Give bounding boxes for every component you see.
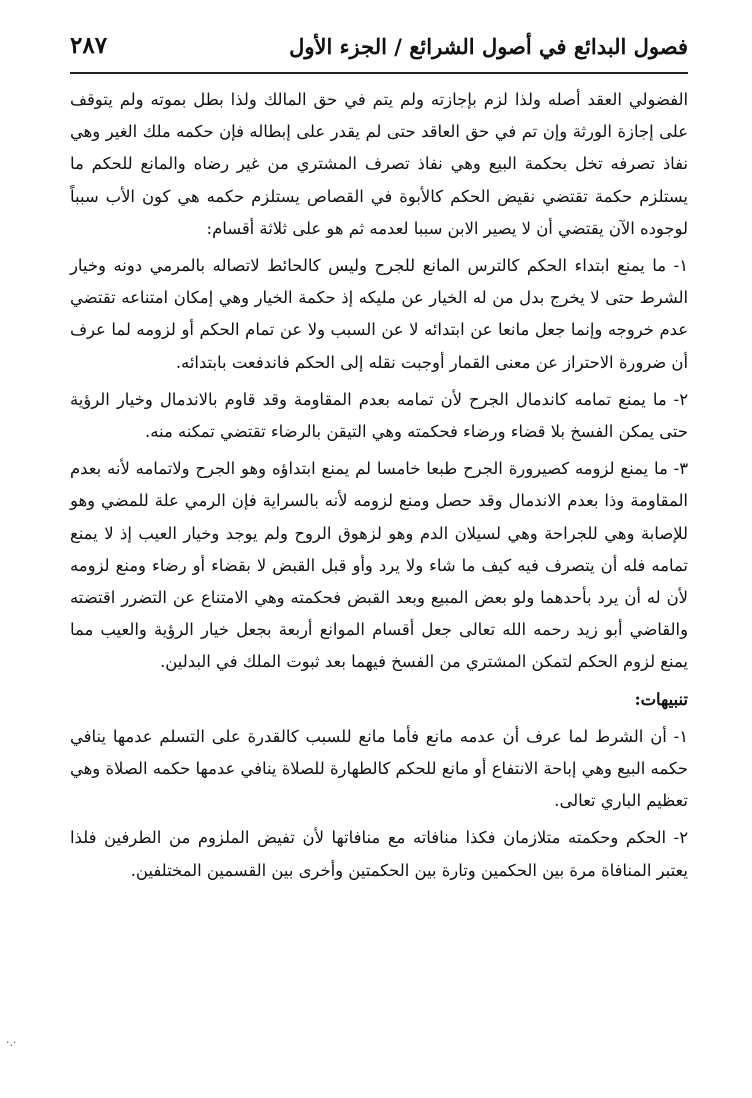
page-number: ٢٨٧ xyxy=(70,32,108,59)
paragraph-1: ١- ما يمنع ابتداء الحكم كالترس المانع للجرح وليس كالحائط لاتصاله بالمرمي دونه وخيار الشرط حتى لا يخرج بدل من له الخيار عن مليكه إذ حكمة الخيار وهي إمكان امتناعه تقتضي عدم خروجه وإنما جعل مانعا عن ابتدائه لا عن السبب ولا عن تمام الحكم أو لزومه لما عرف أن ضرورة الاحتراز عن معنى القمار أوجبت نقله إلى الحكم فاندفعت بابتدائه. xyxy=(70,256,688,372)
book-page xyxy=(70,28,688,892)
scan-speck: ·.· xyxy=(6,1036,17,1049)
paragraph-2: ٢- ما يمنع تمامه كاندمال الجرح لأن تمامه بعدم المقاومة وقد قاوم بالاندمال وخيار الرؤية حتى يمكن الفسخ بلا قضاء ورضاء فحكمته وهي التيقن بالرضاء تقتضي تمكنه منه. xyxy=(70,389,688,442)
note-1: ١- أن الشرط لما عرف أن عدمه مانع فأما مانع للسبب كالقدرة على التسلم عدمها ينافي حكمه البيع وهي إباحة الانتفاع أو مانع للحكم كالطهارة للصلاة ينافي عدمها حكمه الصلاة وهي تعظيم الباري تعالى. xyxy=(70,726,688,811)
note-2: ٢- الحكم وحكمته متلازمان فكذا منافاته مع منافاتها لأن تفيض الملزوم من الطرفين فلذا يعتبر المنافاة مرة بين الحكمين وتارة بين الحكمتين وأخرى بين القسمين المختلفين. xyxy=(70,828,688,880)
paragraph-3: ٣- ما يمنع لزومه كصيرورة الجرح طبعا خامسا لم يمنع ابتداؤه وهو الجرح ولاتمامه لأنه بعدم المقاومة وذا بعدم الاندمال وقد حصل ومنع لزومه لأنه بالسراية فإن الرمي علة للمضي وهو للإصابة وهي للجراحة وهي لسيلان الدم وهو لزهوق الروح ولم يوجد وخيار العيب إذ لا يمنع تمامه فله أن يتصرف فيه كيف ما شاء ولا يرد وأو قبل القبض لا بقضاء أو رضاء ومنع لزومه لأن له أن يرد بأحدهما ولو بعض المبيع وبعد القبض فحكمته وهي الامتناع عن التضرر اقتضته والقاضي أبو زيد رحمه الله تعالى جعل أقسام الموانع أربعة بجعل خيار الرؤية والعيب مما يمنع لزوم الحكم لتمكن المشتري من الفسخ فيهما بعد ثبوت الملك في البدلين. xyxy=(70,459,688,672)
intro-paragraph: الفضولي العقد أصله ولذا لزم بإجازته ولم يتم في حق المالك ولذا بطل بموته ولم يتوقف على إجازة الورثة وإن تم في حق العاقد حتى لم يقدر على إبطاله فإن حكمه ملك الغير وهي نفاذ تصرفه تخل بحكمة البيع وهي نفاذ تصرف المشتري من غير رضاه والمانع للحكم ما يستلزم حكمة تقتضي نقيض الحكم كالأبوة في القصاص يستلزم حكمه هي كون الأب سبباً لوجوده الآن يقتضي أن لا يصير الابن سببا لعدمه ثم هو على ثلاثة أقسام: xyxy=(70,90,688,238)
body-text xyxy=(70,84,688,887)
notes-heading: تنبيهات: xyxy=(634,689,688,709)
page-header xyxy=(70,28,688,74)
running-title: فصول البدائع في أصول الشرائع / الجزء الأول xyxy=(289,34,688,59)
